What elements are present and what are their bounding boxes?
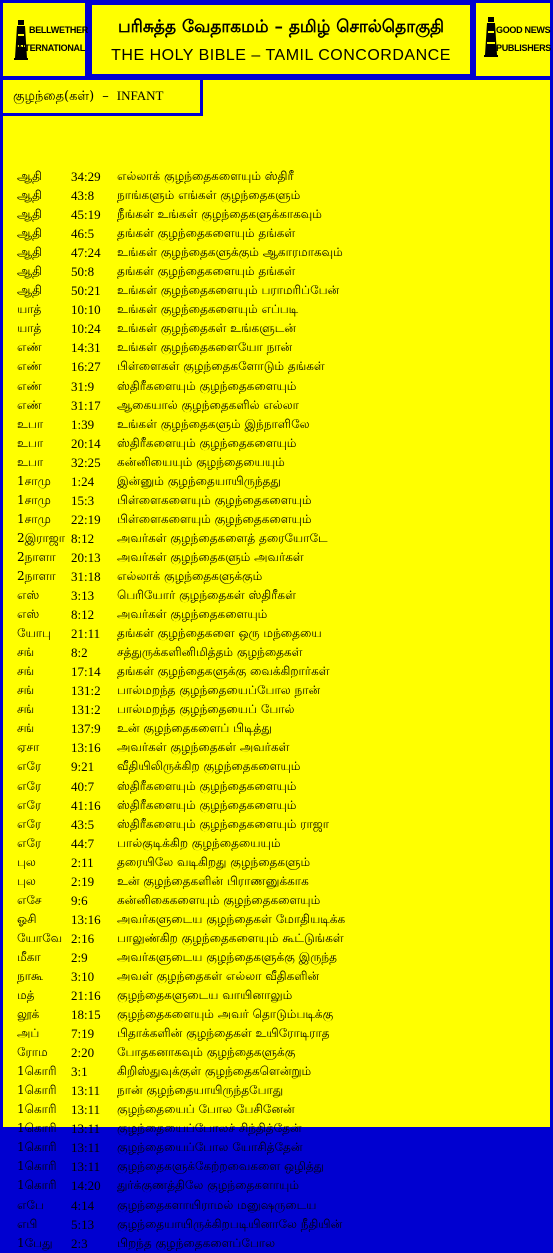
entry-text: உங்கள் குழந்தைகளையும் பராமரிப்பேன் [117,283,340,298]
entry-text: பாலுண்கிற குழந்தைகளையும் கூட்டுங்கள் [117,930,344,945]
entry-reference: 13:11 [71,1121,101,1137]
entry-reference: 45:19 [71,207,101,223]
entry-reference: 21:11 [71,626,101,642]
entry-book: ஏசா [17,740,40,755]
entry-reference: 7:19 [71,1026,95,1042]
entry-book: 2நாளா [17,568,56,583]
entry-text: நான் குழந்தையாயிருந்தபோது [117,1083,284,1098]
entry-reference: 1:39 [71,416,95,432]
entry-text: அவர்கள் குழந்தைகளும் அவர்கள் [117,549,304,564]
entry-reference: 41:16 [71,797,101,813]
entry-reference: 14:20 [71,1178,101,1194]
entry-text: அவள் குழந்தைகள் எல்லா வீதிகளின் [117,968,320,983]
entry-text: குழந்தையாயிருக்கிறபடியினாலே நீதியின் [117,1216,343,1231]
entry-text: குழந்தைகளாயிராமல் மனுஷருடைய [117,1197,317,1212]
entry-reference: 13:11 [71,1159,101,1175]
entry-book: உபா [17,435,44,450]
entry-text: பிள்ளைகள் குழந்தைகளோடும் தங்கள் [117,359,325,374]
entry-reference: 20:13 [71,549,101,565]
entry-book: 1சாமு [17,492,51,507]
title-tamil: பரிசுத்த வேதாகமம் – தமிழ் சொல்தொகுதி [117,17,445,37]
entry-text: குழந்தையைப்போல யோசித்தேன் [117,1140,303,1155]
entry-book: நாகூ [17,968,44,983]
entry-book: எரே [17,835,42,850]
entry-reference: 2:11 [71,854,94,870]
entry-reference: 16:27 [71,359,101,375]
entry-book: யாத் [17,302,42,317]
entry-reference: 18:15 [71,1007,101,1023]
entry-book: யாத் [17,321,42,336]
entry-text: பெரியோர் குழந்தைகள் ஸ்திரீகள் [117,588,296,603]
entry-book: சங் [17,683,35,698]
entry-text: குழந்தைகளுக்கேற்றவைகளை ஒழித்து [117,1159,325,1174]
entry-text: ஸ்திரீகளையும் குழந்தைகளையும் [117,435,297,450]
entry-book: சங் [17,702,35,717]
entry-text: எல்லாக் குழந்தைகளுக்கும் [117,568,263,583]
entry-text: குழந்தையைப்போலச் சிந்தித்தேன் [117,1121,302,1136]
title-box [90,3,472,76]
entry-reference: 15:3 [71,492,95,508]
entry-reference: 2:16 [71,930,95,946]
entry-reference: 4:14 [71,1197,95,1213]
entry-book: 1கொரி [17,1178,57,1193]
entry-reference: 137:9 [71,721,101,737]
entry-text: அவர்களுடைய குழந்தைகளுக்கு இருந்த [117,949,337,964]
entry-reference: 32:25 [71,454,101,470]
logo-line: GOOD NEWS [496,25,551,35]
entry-text: தங்கள் குழந்தைகளையும் தங்கள் [117,264,296,279]
entry-book: சங் [17,721,35,736]
entry-text: ஸ்திரீகளையும் குழந்தைகளையும் [117,778,297,793]
entry-book: 1சாமு [17,511,51,526]
entry-book: எபே [17,1197,44,1212]
bellwether-logo-text [16,21,88,57]
entry-reference: 5:13 [71,1216,95,1232]
heading-box [3,80,203,116]
entry-reference: 47:24 [71,245,101,261]
entry-reference: 34:29 [71,169,101,184]
entry-book: 1சாமு [17,473,51,488]
entry-text: உங்கள் குழந்தைகள் உங்களுடன் [117,321,296,336]
heading-separator: – [102,89,109,104]
logo-line: BELLWETHER [29,25,88,35]
entry-reference: 8:12 [71,607,95,623]
entry-reference: 22:19 [71,511,101,527]
entry-book: ஆதி [17,226,43,241]
entry-text: உன் குழந்தைகளைப் பிடித்து [117,721,272,736]
entry-book: 1கொரி [17,1102,57,1117]
entry-text: குழந்தைகளையும் அவர் தொடும்படிக்கு [117,1007,334,1022]
entry-book: எரே [17,778,42,793]
entry-text: கிறிஸ்துவுக்குள் குழந்தைகளென்றும் [117,1064,312,1079]
entry-book: எரே [17,759,42,774]
entry-text: பிள்ளைகளையும் குழந்தைகளையும் [117,492,312,507]
entry-reference: 131:2 [71,683,101,699]
entry-book: 1கொரி [17,1121,57,1136]
entry-reference: 8:12 [71,530,95,546]
entry-text: அவர்கள் குழந்தைகள் அவர்கள் [117,740,290,755]
entry-text: ஸ்திரீகளையும் குழந்தைகளையும் ராஜா [117,816,330,831]
entry-book: 2இராஜா [17,530,66,545]
entry-text: போதகனாகவும் குழந்தைகளுக்கு [117,1045,296,1060]
entry-text: கன்னிகைகளையும் குழந்தைகளையும் [117,892,321,907]
entry-text: உங்கள் குழந்தைகளையோ நான் [117,340,293,355]
entry-text: பால்குடிக்கிற குழந்தையையும் [117,835,281,850]
word-heading [13,88,163,105]
entry-book: யோபு [17,626,52,641]
entry-reference: 40:7 [71,778,95,794]
entry-book: 1கொரி [17,1159,57,1174]
entry-text: உங்கள் குழந்தைகளும் இந்நாளிலே [117,416,310,431]
entry-text: அவர்கள் குழந்தைகளையும் [117,607,268,622]
entry-text: அவர்கள் குழந்தைகளைத் தரையோடே [117,530,328,545]
entry-book: ஆதி [17,245,43,260]
good-news-logo-text [496,21,551,57]
entry-reference: 43:5 [71,816,95,832]
logo-line: INTERNATIONAL [16,43,85,53]
entry-book: எசே [17,892,42,907]
entry-reference: 9:21 [71,759,95,775]
entry-text: ஸ்திரீகளையும் குழந்தைகளையும் [117,378,297,393]
entry-reference: 46:5 [71,226,95,242]
entry-book: ஆதி [17,188,43,203]
entry-reference: 13:16 [71,740,101,756]
entry-book: ஆதி [17,264,43,279]
entry-reference: 9:6 [71,892,88,908]
entry-text: உன் குழந்தைகளின் பிராணனுக்காக [117,873,309,888]
entry-reference: 43:8 [71,188,95,204]
entry-book: புல [17,873,36,888]
concordance-panel [3,80,550,1251]
good-news-logo [476,3,550,76]
entry-reference: 14:31 [71,340,101,356]
entry-reference: 20:14 [71,435,101,451]
entry-text: தங்கள் குழந்தைகளை ஒரு மந்தையை [117,626,322,641]
entry-text: உங்கள் குழந்தைகளையும் எப்படி [117,302,299,317]
entry-reference: 13:16 [71,911,101,927]
entry-book: எஸ் [17,588,40,603]
entry-reference: 2:20 [71,1045,95,1061]
entry-reference: 3:1 [71,1064,88,1080]
entry-reference: 31:18 [71,568,101,584]
entry-reference: 2:19 [71,873,95,889]
entry-reference: 13:11 [71,1102,101,1118]
entry-book: 1கொரி [17,1064,57,1079]
entry-book: சங் [17,664,35,679]
entry-reference: 50:8 [71,264,95,280]
entry-reference: 2:9 [71,949,88,965]
entry-reference: 31:17 [71,397,101,413]
entry-text: இன்னும் குழந்தையாயிருந்தது [117,473,281,488]
heading-tamil: குழந்தை(கள்) [13,89,95,104]
entry-reference: 13:11 [71,1140,101,1156]
entry-text: ஆகையால் குழந்தைகளில் எல்லா [117,397,299,412]
entry-reference: 10:24 [71,321,101,337]
entry-reference: 1:24 [71,473,95,489]
entry-reference: 31:9 [71,378,95,394]
entry-book: எஸ் [17,607,40,622]
bellwether-logo [3,3,88,76]
entry-reference: 3:10 [71,968,95,984]
entry-text: பிதாக்களின் குழந்தைகள் உயிரோடிராத [117,1026,330,1041]
entry-book: சங் [17,645,35,660]
entry-reference: 44:7 [71,835,95,851]
entry-book: உபா [17,454,44,469]
title-english: THE HOLY BIBLE – TAMIL CONCORDANCE [111,47,451,64]
entry-reference: 13:11 [71,1083,101,1099]
entry-text: தங்கள் குழந்தைகளுக்கு வைக்கிறார்கள் [117,664,330,679]
entry-book: 1கொரி [17,1083,57,1098]
entry-text: எல்லாக் குழந்தைகளையும் ஸ்திரீ [117,169,294,183]
entry-book: யோவே [17,930,63,945]
entry-book: ரோம [17,1045,48,1060]
entry-book: எரே [17,797,42,812]
entry-reference: 131:2 [71,702,101,718]
entry-text: தரையிலே வடிகிறது குழந்தைகளும் [117,854,311,869]
entry-book: 1கொரி [17,1140,57,1155]
entry-book: உபா [17,416,44,431]
entry-text: குழந்தையைப் போல பேசினேன் [117,1102,295,1117]
entry-book: எண் [17,378,42,393]
entry-book: மத் [17,988,35,1003]
entry-text: உங்கள் குழந்தைகளுக்கும் ஆகாரமாகவும் [117,245,343,260]
entry-reference: 2:3 [71,1235,88,1251]
entry-reference: 21:16 [71,988,101,1004]
entry-text: பிறந்த குழந்தைகளைப்போல [117,1235,276,1250]
entry-text: அவர்களுடைய குழந்தைகள் மோதியடிக்க [117,911,346,926]
entry-text: துர்க்குணத்திலே குழந்தைகளாயும் [117,1178,299,1193]
entry-text: நாங்களும் எங்கள் குழந்தைகளும் [117,188,301,203]
entry-text: கன்னியையும் குழந்தையையும் [117,454,285,469]
entry-book: எண் [17,340,42,355]
logo-line: PUBLISHERS [496,43,552,53]
entry-book: 1பேது [17,1235,53,1250]
entry-book: ஆதி [17,283,43,298]
entry-book: எண் [17,359,42,374]
heading-english: INFANT [116,88,164,103]
entry-text: பிள்ளைகளையும் குழந்தைகளையும் [117,511,312,526]
entry-reference: 10:10 [71,302,101,318]
entry-text: ஸ்திரீகளையும் குழந்தைகளையும் [117,797,297,812]
entry-book: அப் [17,1026,40,1041]
entry-book: ஆதி [17,169,43,183]
entry-book: ஆதி [17,207,43,222]
entry-text: வீதியிலிருக்கிற குழந்தைகளையும் [117,759,301,774]
entry-text: சத்துருக்களினிமித்தம் குழந்தைகள் [117,645,303,660]
entry-book: எரே [17,816,42,831]
entry-reference: 8:2 [71,645,88,661]
entry-text: பால்மறந்த குழந்தையைப்போல நான் [117,683,321,698]
entry-book: எபி [17,1216,38,1231]
entry-text: குழந்தைகளுடைய வாயினாலும் [117,988,293,1003]
entry-book: ஓசி [17,911,37,926]
entry-book: 2நாளா [17,549,56,564]
entry-book: எண் [17,397,42,412]
entry-text: பால்மறந்த குழந்தையைப் போல் [117,702,295,717]
entry-reference: 50:21 [71,283,101,299]
entry-text: தங்கள் குழந்தைகளையும் தங்கள் [117,226,296,241]
entry-book: லூக் [17,1007,40,1022]
entry-book: மீகா [17,949,41,964]
entry-reference: 3:13 [71,588,95,604]
entry-book: புல [17,854,36,869]
entry-reference: 17:14 [71,664,101,680]
entry-text: நீங்கள் உங்கள் குழந்தைகளுக்காகவும் [117,207,322,222]
